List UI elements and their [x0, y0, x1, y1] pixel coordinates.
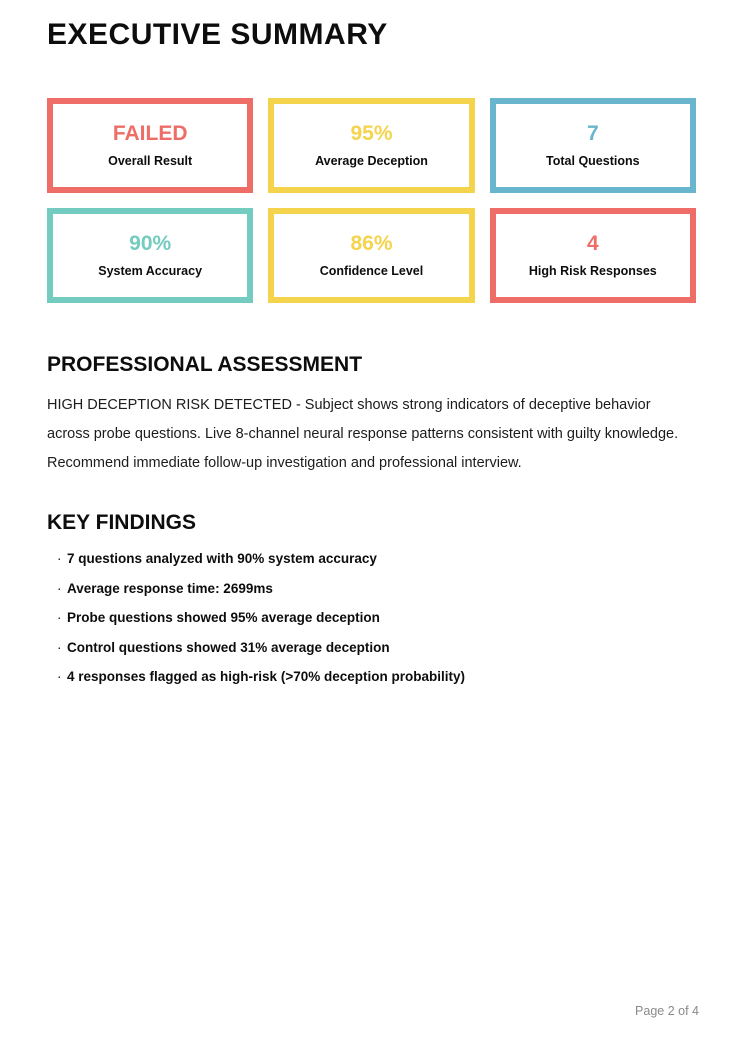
section-heading-key-findings: KEY FINDINGS — [47, 511, 196, 534]
section-heading-professional-assessment: PROFESSIONAL ASSESSMENT — [47, 353, 363, 376]
page-title: EXECUTIVE SUMMARY — [47, 18, 388, 51]
metric-card-overall-result — [47, 98, 253, 193]
metric-value: 7 — [586, 122, 599, 146]
summary-cards-grid — [47, 98, 696, 303]
key-finding-item: · Control questions showed 31% average deception — [47, 641, 696, 655]
metric-value: 90% — [129, 232, 172, 256]
metric-value: 95% — [350, 122, 393, 146]
key-finding-item: · 4 responses flagged as high-risk (>70% deception probability) — [47, 670, 696, 684]
metric-label: Confidence Level — [319, 264, 424, 279]
metric-card-total-questions — [490, 98, 696, 193]
page-number: Page 2 of 4 — [635, 1004, 699, 1018]
metric-card-confidence-level — [268, 208, 474, 303]
metric-value: 4 — [586, 232, 599, 256]
metric-label: Total Questions — [546, 154, 640, 169]
metric-card-system-accuracy — [47, 208, 253, 303]
metric-value: 86% — [350, 232, 393, 256]
metric-card-high-risk-responses — [490, 208, 696, 303]
key-finding-item: · Average response time: 2699ms — [47, 582, 696, 596]
assessment-paragraph: HIGH DECEPTION RISK DETECTED - Subject shows strong indicators of deceptive behavior across probe questions. Live 8-channel neural response patterns consistent with guilty knowledge. Recommend immediate follow-up investigation and professional interview. — [47, 397, 679, 471]
metric-card-average-deception — [268, 98, 474, 193]
key-findings-list — [47, 552, 696, 684]
metric-value: FAILED — [112, 122, 188, 146]
key-finding-item: · 7 questions analyzed with 90% system accuracy — [47, 552, 696, 566]
metric-label: High Risk Responses — [528, 264, 657, 279]
metric-label: Average Deception — [315, 154, 428, 169]
metric-label: Overall Result — [108, 154, 193, 169]
metric-label: System Accuracy — [98, 264, 203, 279]
key-finding-item: · Probe questions showed 95% average deception — [47, 611, 696, 625]
